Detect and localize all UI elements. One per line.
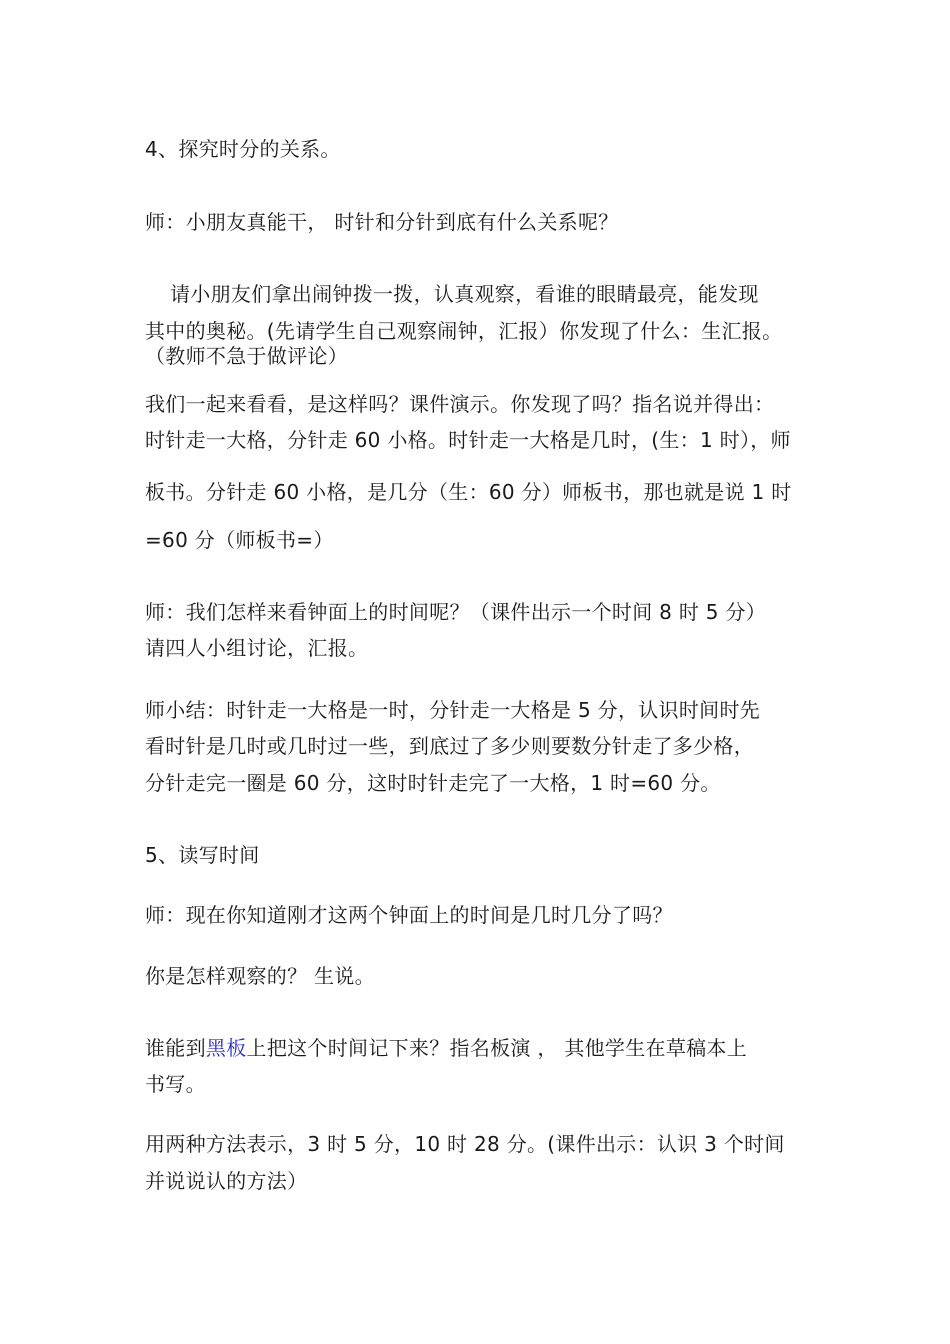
paragraph-line: 板书。分针走 60 小格，是几分（生：60 分）师板书，那也就是说 1 时 <box>145 480 792 504</box>
paragraph-line: 你是怎样观察的？ 生说。 <box>145 964 375 988</box>
section-4-heading: 4、探究时分的关系。 <box>145 137 341 161</box>
paragraph-line: 书写。 <box>145 1072 206 1096</box>
text-segment: 上把这个时间记下来？指名板演 ， 其他学生在草稿本上 <box>246 1036 748 1060</box>
paragraph-line: 用两种方法表示，3 时 5 分，10 时 28 分。(课件出示：认识 3 个时间 <box>145 1132 785 1156</box>
summary-line: 看时针是几时或几时过一些，到底过了多少则要数分针走了多少格， <box>145 734 754 758</box>
paragraph-line: 师：我们怎样来看钟面上的时间呢？（课件出示一个时间 8 时 5 分） <box>145 600 767 624</box>
paragraph-line: 师：现在你知道刚才这两个钟面上的时间是几时几分了吗？ <box>145 903 673 927</box>
blackboard-link[interactable]: 黑板 <box>205 1036 247 1060</box>
paragraph-line: 时针走一大格，分针走 60 小格。时针走一大格是几时，(生：1 时），师 <box>145 428 791 452</box>
teacher-question-paragraph: 师：小朋友真能干， 时针和分针到底有什么关系呢？ <box>145 210 619 234</box>
paragraph-line: （教师不急于做评论） <box>145 344 348 368</box>
paragraph-line: 并说说认的方法） <box>145 1169 308 1193</box>
paragraph-line: 请四人小组讨论，汇报。 <box>145 636 369 660</box>
paragraph-line <box>145 1038 747 1058</box>
paragraph-line: 我们一起来看看，是这样吗？课件演示。你发现了吗？指名说并得出： <box>145 392 775 416</box>
section-5-heading: 5、读写时间 <box>145 843 260 867</box>
paragraph-line: 其中的奥秘。(先请学生自己观察闹钟，汇报）你发现了什么：生汇报。 <box>145 319 783 343</box>
summary-line: 分针走完一圈是 60 分，这时时针走完了一大格，1 时=60 分。 <box>145 771 721 795</box>
paragraph-line: =60 分（师板书=） <box>145 528 334 552</box>
summary-line: 师小结：时针走一大格是一时，分针走一大格是 5 分，认识时间时先 <box>145 698 761 722</box>
text-segment: 谁能到 <box>145 1036 206 1060</box>
paragraph-line: 请小朋友们拿出闹钟拨一拨，认真观察，看谁的眼睛最亮，能发现 <box>170 282 759 306</box>
